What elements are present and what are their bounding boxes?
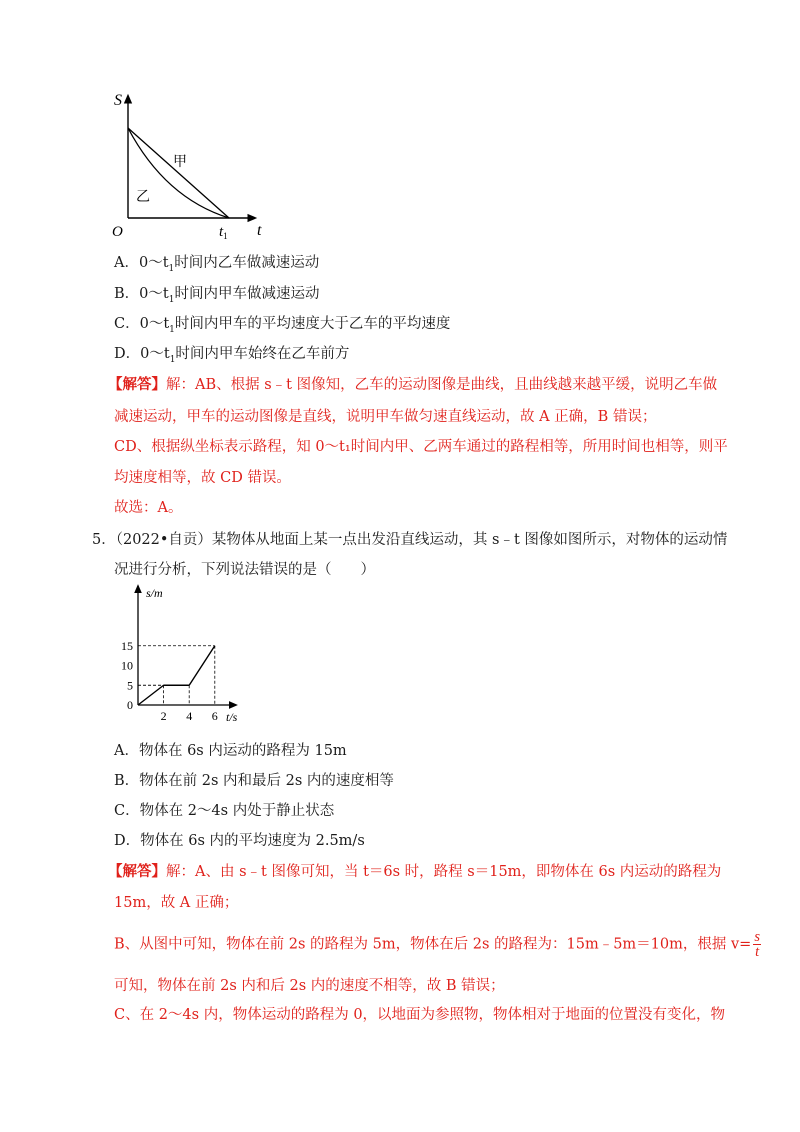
st-graph-jia-yi — [105, 88, 275, 248]
y-tick-label: 5 — [127, 678, 133, 693]
fraction-s-over-t: $\frac{s}{t}$ — [754, 929, 760, 960]
data-segment — [189, 646, 215, 686]
q5-stem-line-2: 况进行分析，下列说法错误的是（ ） — [114, 562, 375, 578]
q5-answer-line-3: B、从图中可知，物体在前 2s 的路程为 5m，物体在后 2s 的路程为：15m﹣5m＝10m，根据 v= $\frac{s}{t}$ — [114, 929, 760, 960]
x-axis-label: t/s — [226, 710, 238, 724]
q5-answer-line-2: 15m，故 A 正确； — [114, 895, 239, 911]
origin-label: O — [112, 224, 123, 240]
q4-answer-line-5: 故选：A。 — [114, 500, 183, 516]
q4-option-b: B．$0\sim t_1$时间内甲车做减速运动 — [114, 286, 320, 305]
q5-option-c: C．物体在 2～4s 内处于静止状态 — [114, 803, 335, 819]
q5-answer-line-1: 【解答】解：A、由 s﹣t 图像可知，当 t＝6s 时，路程 s＝15m，即物体在 6s 内运动的路程为 — [108, 863, 722, 880]
q5-st-chart — [105, 580, 265, 725]
q4-option-c: C．$0\sim t_1$时间内甲车的平均速度大于乙车的平均速度 — [114, 316, 451, 335]
t1-label: $t_1$ — [219, 224, 228, 241]
x-tick-label: 6 — [211, 709, 218, 723]
q4-answer-line-1: 【解答】解：AB、根据 s﹣t 图像知，乙车的运动图像是曲线，且曲线越来越平缓，说明乙车做 — [108, 376, 718, 393]
yi-label: 乙 — [136, 189, 150, 205]
x-tick-label: 2 — [160, 709, 167, 723]
answer-tag: 【解答】 — [108, 863, 166, 880]
data-segment — [138, 685, 164, 705]
axis-y-label: S — [114, 92, 122, 109]
q5-option-b: B．物体在前 2s 内和最后 2s 内的速度相等 — [114, 773, 394, 789]
y-tick-label: 10 — [121, 658, 133, 673]
q5-option-d: D．物体在 6s 内的平均速度为 2.5m/s — [114, 833, 365, 849]
y-tick-label: 0 — [127, 698, 133, 712]
y-tick-label: 15 — [121, 638, 133, 653]
axis-x-label: t — [257, 222, 262, 239]
q5-stem-line-1: 5．（2022•自贡）某物体从地面上某一点出发沿直线运动，其 s﹣t 图像如图所示，对物体的运动情 — [92, 532, 728, 548]
q4-option-a: A．$0\sim t_1$时间内乙车做减速运动 — [114, 255, 320, 274]
jia-label: 甲 — [173, 154, 187, 170]
answer-tag: 【解答】 — [108, 376, 166, 393]
q4-answer-line-4: 均速度相等，故 CD 错误。 — [114, 470, 291, 486]
y-axis-label: s/m — [146, 586, 163, 600]
q5-option-a: A．物体在 6s 内运动的路程为 15m — [114, 743, 347, 759]
x-tick-label: 4 — [186, 709, 193, 723]
q4-answer-line-2: 减速运动，甲车的运动图像是直线，说明甲车做匀速直线运动，故 A 正确，B 错误； — [114, 409, 657, 425]
q4-option-d: D．$0\sim t_1$时间内甲车始终在乙车前方 — [114, 346, 350, 365]
q4-answer-line-3: CD、根据纵坐标表示路程，知 0～t₁时间内甲、乙两车通过的路程相等，所用时间也相等，则平 — [114, 439, 728, 455]
q5-answer-line-5: C、在 2～4s 内，物体运动的路程为 0，以地面为参照物，物体相对于地面的位置没有变化，物 — [114, 1007, 726, 1023]
q5-answer-line-4: 可知，物体在前 2s 内和后 2s 内的速度不相等，故 B 错误； — [114, 978, 505, 994]
